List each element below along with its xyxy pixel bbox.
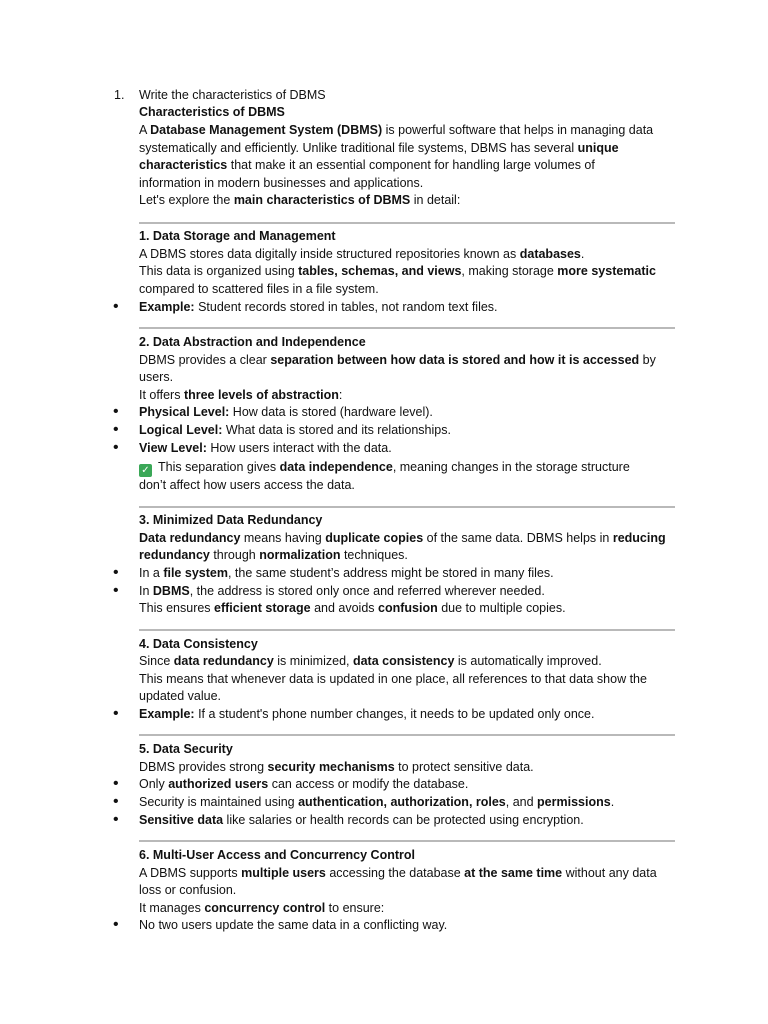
body-line: users. bbox=[139, 370, 174, 384]
section-heading: Characteristics of DBMS bbox=[139, 105, 285, 119]
section-divider bbox=[139, 629, 675, 631]
bullet-item: In a file system, the same student’s address might be stored in many files. bbox=[139, 566, 554, 580]
bullet-dot: • bbox=[113, 298, 119, 315]
intro-line: A Database Management System (DBMS) is powerful software that helps in managing data bbox=[139, 123, 654, 137]
bullet-dot: • bbox=[113, 916, 119, 933]
bullet-dot: • bbox=[113, 421, 119, 438]
note-line: don’t affect how users access the data. bbox=[139, 478, 355, 492]
check-mark-icon: ✓ bbox=[139, 464, 152, 477]
section-divider bbox=[139, 506, 675, 508]
bullet-dot: • bbox=[113, 403, 119, 420]
section-divider bbox=[139, 222, 675, 224]
body-line: A DBMS stores data digitally inside structured repositories known as databases. bbox=[139, 247, 585, 261]
note-line: ✓ This separation gives data independence, meaning changes in the storage structure bbox=[139, 459, 630, 477]
body-line: DBMS provides strong security mechanisms to protect sensitive data. bbox=[139, 760, 534, 774]
body-line: redundancy through normalization techniques. bbox=[139, 548, 408, 562]
bullet-dot: • bbox=[113, 582, 119, 599]
body-line: Since data redundancy is minimized, data consistency is automatically improved. bbox=[139, 654, 602, 668]
list-number: 1. bbox=[114, 88, 125, 102]
section-title: 4. Data Consistency bbox=[139, 637, 258, 651]
body-line: It manages concurrency control to ensure: bbox=[139, 901, 385, 915]
bullet-dot: • bbox=[113, 439, 119, 456]
intro-line: characteristics that make it an essential component for handling large volumes of bbox=[139, 158, 595, 172]
section-title: 3. Minimized Data Redundancy bbox=[139, 513, 323, 527]
section-title: 5. Data Security bbox=[139, 742, 233, 756]
section-title: 2. Data Abstraction and Independence bbox=[139, 335, 366, 349]
body-line: compared to scattered files in a file system. bbox=[139, 282, 379, 296]
body-line: A DBMS supports multiple users accessing the database at the same time without any data bbox=[139, 866, 657, 880]
section-divider bbox=[139, 327, 675, 329]
bullet-dot: • bbox=[113, 793, 119, 810]
intro-line: systematically and efficiently. Unlike traditional file systems, DBMS has several unique bbox=[139, 141, 619, 155]
bullet-dot: • bbox=[113, 775, 119, 792]
body-line: updated value. bbox=[139, 689, 222, 703]
bullet-item: In DBMS, the address is stored only once and referred wherever needed. bbox=[139, 584, 545, 598]
body-line: This means that whenever data is updated in one place, all references to that data show the bbox=[139, 672, 647, 686]
intro-line: information in modern businesses and applications. bbox=[139, 176, 424, 190]
bullet-item: Physical Level: How data is stored (hardware level). bbox=[139, 405, 433, 419]
body-line: DBMS provides a clear separation between how data is stored and how it is accessed by bbox=[139, 353, 656, 367]
bullet-item: Example: If a student's phone number changes, it needs to be updated only once. bbox=[139, 707, 595, 721]
bullet-item: Only authorized users can access or modify the database. bbox=[139, 777, 469, 791]
bullet-item: No two users update the same data in a conflicting way. bbox=[139, 918, 448, 932]
section-divider bbox=[139, 840, 675, 842]
section-title: 6. Multi-User Access and Concurrency Control bbox=[139, 848, 415, 862]
body-line: loss or confusion. bbox=[139, 883, 237, 897]
body-line: Data redundancy means having duplicate copies of the same data. DBMS helps in reducing bbox=[139, 531, 666, 545]
bullet-item: Sensitive data like salaries or health records can be protected using encryption. bbox=[139, 813, 584, 827]
bullet-item: Logical Level: What data is stored and its relationships. bbox=[139, 423, 451, 437]
bullet-dot: • bbox=[113, 705, 119, 722]
body-line: It offers three levels of abstraction: bbox=[139, 388, 343, 402]
bullet-item: View Level: How users interact with the data. bbox=[139, 441, 392, 455]
bullet-dot: • bbox=[113, 811, 119, 828]
section-title: 1. Data Storage and Management bbox=[139, 229, 336, 243]
bullet-item: Security is maintained using authentication, authorization, roles, and permissions. bbox=[139, 795, 615, 809]
question-text: Write the characteristics of DBMS bbox=[139, 88, 326, 102]
body-line: This data is organized using tables, schemas, and views, making storage more systematic bbox=[139, 264, 656, 278]
bullet-item: Example: Student records stored in tables, not random text files. bbox=[139, 300, 498, 314]
body-line: This ensures efficient storage and avoids confusion due to multiple copies. bbox=[139, 601, 566, 615]
section-divider bbox=[139, 734, 675, 736]
intro-line: Let's explore the main characteristics of DBMS in detail: bbox=[139, 193, 461, 207]
bullet-dot: • bbox=[113, 564, 119, 581]
